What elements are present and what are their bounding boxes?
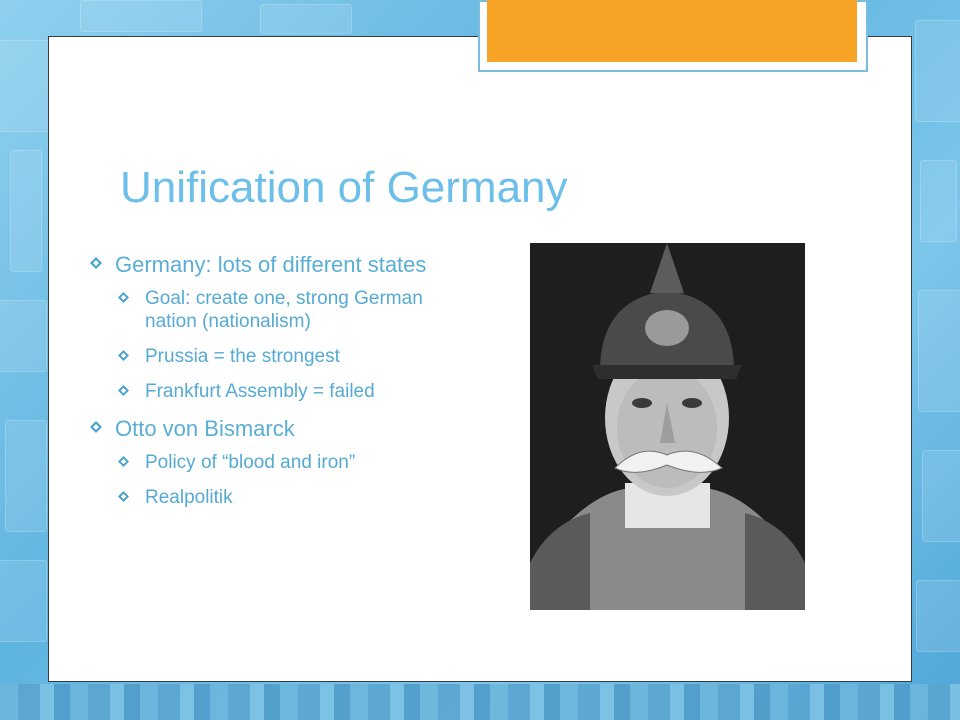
bullet-item <box>90 416 445 442</box>
diamond-bullet-icon <box>118 350 130 362</box>
sub-bullet-item <box>90 381 445 404</box>
bullet-text: Otto von Bismarck <box>115 415 295 441</box>
diamond-bullet-icon <box>90 257 102 269</box>
sub-bullet-text: Goal: create one, strong German nation (nationalism) <box>145 288 423 333</box>
sub-bullet-item <box>90 346 445 369</box>
diamond-bullet-icon <box>118 456 130 468</box>
sub-bullet-text: Realpolitik <box>145 486 233 508</box>
sub-bullet-item <box>90 288 445 334</box>
slide-title: Unification of Germany <box>120 163 568 212</box>
accent-bar <box>487 0 857 62</box>
diamond-bullet-icon <box>90 421 102 433</box>
bismarck-portrait <box>530 243 805 610</box>
background-bottom-band <box>0 684 960 720</box>
sub-bullet-item <box>90 452 445 475</box>
diamond-bullet-icon <box>118 385 130 397</box>
sub-bullet-item <box>90 487 445 510</box>
sub-bullet-list <box>90 288 445 403</box>
sub-bullet-text: Frankfurt Assembly = failed <box>145 380 375 402</box>
sub-bullet-list <box>90 452 445 510</box>
sub-bullet-text: Policy of “blood and iron” <box>145 451 356 473</box>
sub-bullet-text: Prussia = the strongest <box>145 345 340 367</box>
diamond-bullet-icon <box>118 292 130 304</box>
bullet-item <box>90 252 445 278</box>
bullet-text: Germany: lots of different states <box>115 252 427 277</box>
diamond-bullet-icon <box>118 491 130 503</box>
bullet-list <box>90 252 445 522</box>
portrait-illustration <box>530 243 805 610</box>
